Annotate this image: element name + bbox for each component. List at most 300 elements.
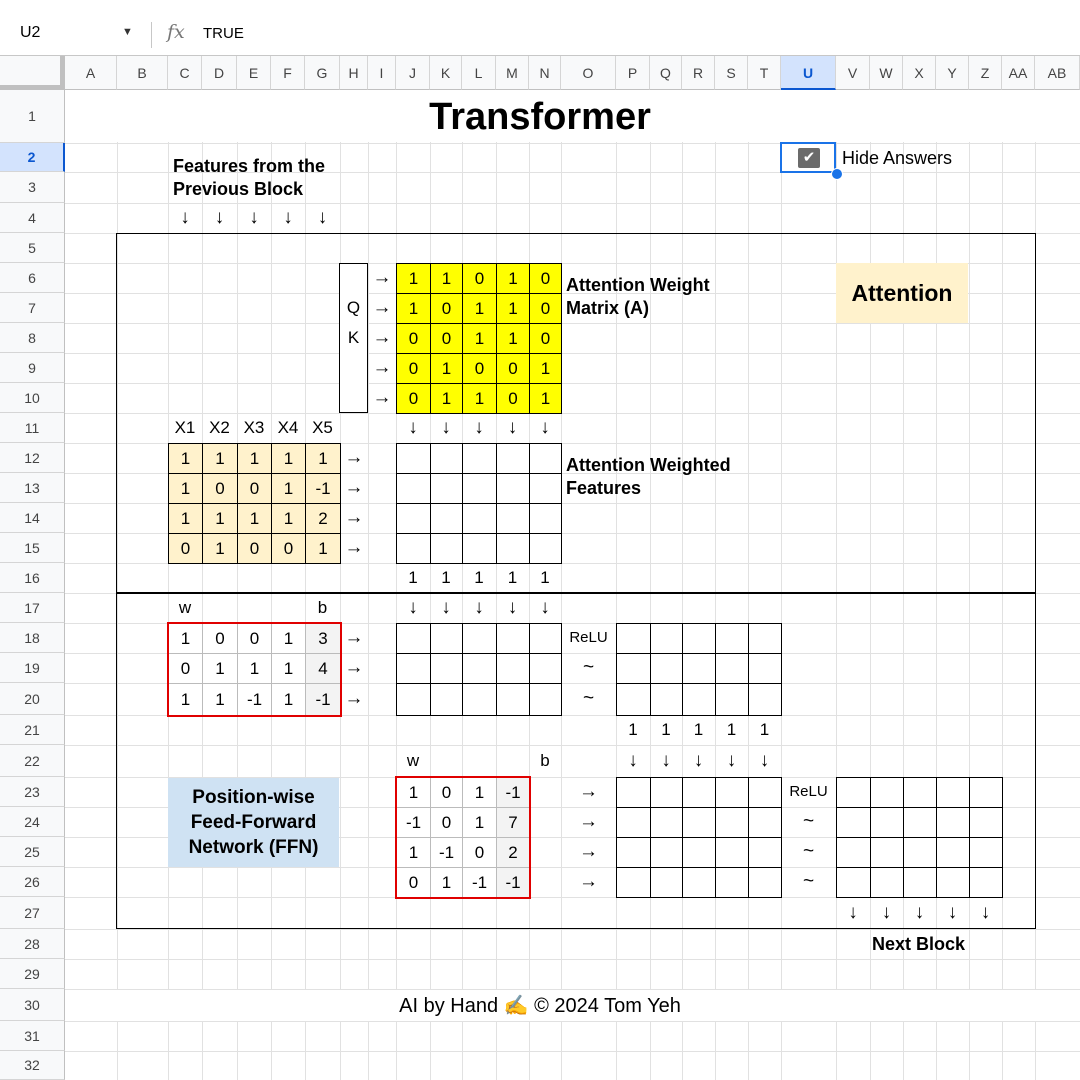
feature-column-header: X2 bbox=[209, 418, 230, 437]
column-header-j[interactable]: J bbox=[396, 56, 430, 90]
attention-weighted-output-cell[interactable] bbox=[529, 473, 562, 504]
column-header-x[interactable]: X bbox=[903, 56, 936, 90]
gridline-horizontal bbox=[65, 1051, 1080, 1052]
relu1-output-cell[interactable] bbox=[650, 683, 683, 716]
row-header-25[interactable]: 25 bbox=[0, 837, 65, 867]
attention-weighted-output-cell[interactable] bbox=[430, 503, 463, 534]
attention-weight-cell[interactable]: 1 bbox=[396, 263, 431, 294]
attention-weighted-output-cell[interactable] bbox=[496, 443, 530, 474]
ones-label: 1 bbox=[628, 720, 638, 739]
column-header-z[interactable]: Z bbox=[969, 56, 1002, 90]
attention-down-arrow: ↓ bbox=[507, 417, 518, 438]
select-all-corner[interactable] bbox=[0, 56, 65, 90]
relu1-output-cell[interactable] bbox=[650, 653, 683, 684]
column-header-ab[interactable]: AB bbox=[1035, 56, 1080, 90]
ffn2-output-cell[interactable] bbox=[616, 777, 651, 808]
ffn1-output-cell[interactable] bbox=[430, 653, 463, 684]
ffn2-weight-cell[interactable]: 1 bbox=[396, 837, 431, 868]
attention-weight-cell[interactable]: 1 bbox=[462, 293, 497, 324]
row-header-27[interactable]: 27 bbox=[0, 897, 65, 929]
feature-cell[interactable]: 1 bbox=[168, 503, 203, 534]
feature-cell[interactable]: 0 bbox=[237, 533, 272, 564]
ffn1-output-cell[interactable] bbox=[462, 623, 497, 654]
column-header-s[interactable]: S bbox=[715, 56, 748, 90]
ffn1-right-arrow: → bbox=[344, 688, 364, 709]
attention-weight-cell[interactable]: 1 bbox=[462, 383, 497, 414]
relu1-output-cell[interactable] bbox=[682, 683, 716, 716]
attention-weighted-output-cell[interactable] bbox=[396, 503, 431, 534]
row-header-10[interactable]: 10 bbox=[0, 383, 65, 413]
feature-cell[interactable]: 1 bbox=[202, 503, 238, 534]
column-header-m[interactable]: M bbox=[496, 56, 529, 90]
column-header-a[interactable]: A bbox=[65, 56, 117, 90]
feature-cell[interactable]: 1 bbox=[271, 473, 306, 504]
row-header-8[interactable]: 8 bbox=[0, 323, 65, 353]
relu2-output-cell[interactable] bbox=[969, 837, 1003, 868]
row-header-22[interactable]: 22 bbox=[0, 745, 65, 777]
column-header-c[interactable]: C bbox=[168, 56, 202, 90]
attention-weighted-output-cell[interactable] bbox=[496, 473, 530, 504]
column-header-v[interactable]: V bbox=[836, 56, 870, 90]
attention-weight-cell[interactable]: 1 bbox=[396, 293, 431, 324]
ffn2-down-arrow: ↓ bbox=[693, 750, 704, 771]
name-box[interactable]: U2 bbox=[20, 24, 41, 41]
row-header-20[interactable]: 20 bbox=[0, 683, 65, 715]
attention-down-arrow: ↓ bbox=[408, 417, 418, 438]
column-header-k[interactable]: K bbox=[430, 56, 462, 90]
feature-cell[interactable]: 1 bbox=[202, 533, 238, 564]
attention-weight-cell[interactable]: 1 bbox=[430, 263, 463, 294]
attention-weighted-output-cell[interactable] bbox=[462, 503, 497, 534]
attention-weight-cell[interactable]: 0 bbox=[496, 353, 530, 384]
ones-label: 1 bbox=[726, 720, 737, 739]
ffn1-output-cell[interactable] bbox=[462, 653, 497, 684]
selection-fill-handle[interactable] bbox=[831, 168, 843, 180]
ffn1-output-cell[interactable] bbox=[396, 623, 431, 654]
attention-weight-cell[interactable]: 0 bbox=[529, 293, 562, 324]
attention-weight-cell[interactable]: 0 bbox=[529, 263, 562, 294]
ffn2-weight-cell[interactable]: 0 bbox=[430, 807, 463, 838]
column-header-b[interactable]: B bbox=[117, 56, 168, 90]
bias-one-label: 1 bbox=[474, 568, 484, 587]
bias-one-label: 1 bbox=[441, 568, 451, 587]
row-header-15[interactable]: 15 bbox=[0, 533, 65, 563]
relu1-output-cell[interactable] bbox=[748, 653, 782, 684]
relu-label: ~ bbox=[582, 657, 595, 678]
column-header-f[interactable]: F bbox=[271, 56, 305, 90]
attention-weighted-output-cell[interactable] bbox=[462, 473, 497, 504]
row-header-13[interactable]: 13 bbox=[0, 473, 65, 503]
gridline-horizontal bbox=[65, 959, 1080, 960]
ffn1-output-cell[interactable] bbox=[396, 653, 431, 684]
ffn1-output-cell[interactable] bbox=[529, 683, 562, 716]
ffn2-weight-cell[interactable]: 1 bbox=[462, 807, 497, 838]
ffn1-weight-cell[interactable]: 3 bbox=[305, 623, 341, 654]
ffn1-weight-cell[interactable]: 1 bbox=[202, 683, 238, 716]
ffn2-down-arrow: ↓ bbox=[726, 750, 737, 771]
relu1-output-cell[interactable] bbox=[682, 653, 716, 684]
feature-cell[interactable]: 1 bbox=[237, 443, 272, 474]
feature-cell[interactable]: 0 bbox=[202, 473, 238, 504]
row-header-19[interactable]: 19 bbox=[0, 653, 65, 683]
relu1-output-cell[interactable] bbox=[715, 653, 749, 684]
row-header-26[interactable]: 26 bbox=[0, 867, 65, 897]
row-header-17[interactable]: 17 bbox=[0, 593, 65, 623]
qk-right-arrow: → bbox=[372, 357, 392, 378]
attention-weight-cell[interactable]: 0 bbox=[396, 323, 431, 354]
feature-down-arrow: ↓ bbox=[214, 207, 225, 228]
attention-weight-cell[interactable]: 0 bbox=[496, 383, 530, 414]
ffn1-output-cell[interactable] bbox=[496, 623, 530, 654]
relu2-output-cell[interactable] bbox=[870, 867, 904, 898]
attention-weighted-output-cell[interactable] bbox=[529, 443, 562, 474]
relu2-output-cell[interactable] bbox=[903, 807, 937, 838]
feature-down-arrow: ↓ bbox=[180, 207, 190, 228]
hide-answers-label: Hide Answers bbox=[842, 148, 953, 168]
feature-cell[interactable]: 1 bbox=[271, 503, 306, 534]
attention-weighted-output-cell[interactable] bbox=[529, 503, 562, 534]
ffn2-output-cell[interactable] bbox=[715, 807, 749, 838]
gridline-horizontal bbox=[65, 143, 1080, 144]
gridline-horizontal bbox=[65, 1021, 1080, 1022]
ffn2-weight-cell[interactable]: 0 bbox=[430, 777, 463, 808]
relu1-output-cell[interactable] bbox=[650, 623, 683, 654]
attention-weight-cell[interactable]: 0 bbox=[396, 353, 431, 384]
attention-weighted-output-cell[interactable] bbox=[396, 533, 431, 564]
attention-down-arrow: ↓ bbox=[474, 417, 484, 438]
hide-answers-checkbox-cell[interactable] bbox=[780, 142, 836, 173]
attention-weight-cell[interactable]: 1 bbox=[430, 383, 463, 414]
ffn2-output-cell[interactable] bbox=[650, 807, 683, 838]
ffn2-weight-cell[interactable]: -1 bbox=[496, 777, 530, 808]
ffn2-output-cell[interactable] bbox=[715, 777, 749, 808]
row-header-30[interactable]: 30 bbox=[0, 989, 65, 1021]
relu-label: ~ bbox=[802, 871, 815, 892]
row-header-6[interactable]: 6 bbox=[0, 263, 65, 293]
ffn1-output-cell[interactable] bbox=[462, 683, 497, 716]
ffn2-down-arrow: ↓ bbox=[759, 750, 770, 771]
row-header-11[interactable]: 11 bbox=[0, 413, 65, 443]
attention-weight-cell[interactable]: 0 bbox=[462, 353, 497, 384]
column-header-w[interactable]: W bbox=[870, 56, 903, 90]
column-header-i[interactable]: I bbox=[368, 56, 396, 90]
row-header-14[interactable]: 14 bbox=[0, 503, 65, 533]
formula-bar bbox=[0, 0, 1080, 56]
ffn1-weight-cell[interactable]: 0 bbox=[168, 653, 203, 684]
relu2-output-cell[interactable] bbox=[969, 807, 1003, 838]
relu1-output-cell[interactable] bbox=[616, 653, 651, 684]
attention-weight-cell[interactable]: 1 bbox=[496, 293, 530, 324]
relu2-output-cell[interactable] bbox=[870, 777, 904, 808]
column-header-y[interactable]: Y bbox=[936, 56, 969, 90]
attention-down-arrow: ↓ bbox=[441, 417, 451, 438]
weight-w-label: w bbox=[406, 751, 420, 770]
attention-weight-cell[interactable]: 0 bbox=[430, 293, 463, 324]
column-header-d[interactable]: D bbox=[202, 56, 237, 90]
feature-cell[interactable]: 0 bbox=[237, 473, 272, 504]
ffn2-weight-cell[interactable]: 1 bbox=[430, 867, 463, 898]
relu-label: ~ bbox=[582, 688, 595, 709]
feature-right-arrow: → bbox=[344, 537, 364, 558]
column-header-u[interactable]: U bbox=[781, 56, 836, 90]
relu-label: ~ bbox=[802, 841, 815, 862]
bias-b-label: b bbox=[540, 751, 550, 770]
relu1-output-cell[interactable] bbox=[715, 683, 749, 716]
ffn-down-arrow: ↓ bbox=[540, 597, 550, 618]
relu2-output-cell[interactable] bbox=[969, 777, 1003, 808]
ffn-down-arrow: ↓ bbox=[441, 597, 451, 618]
row-header-29[interactable]: 29 bbox=[0, 959, 65, 989]
feature-cell[interactable]: 1 bbox=[202, 443, 238, 474]
column-header-g[interactable]: G bbox=[305, 56, 340, 90]
row-header-5[interactable]: 5 bbox=[0, 233, 65, 263]
attention-weight-cell[interactable]: 1 bbox=[529, 353, 562, 384]
attention-weighted-output-cell[interactable] bbox=[396, 473, 431, 504]
ffn2-weight-cell[interactable]: 0 bbox=[462, 837, 497, 868]
ffn2-output-cell[interactable] bbox=[650, 867, 683, 898]
relu2-output-cell[interactable] bbox=[936, 837, 970, 868]
attention-weighted-output-cell[interactable] bbox=[462, 533, 497, 564]
column-header-l[interactable]: L bbox=[462, 56, 496, 90]
weight-w-label: w bbox=[178, 598, 192, 617]
relu1-output-cell[interactable] bbox=[616, 683, 651, 716]
ones-label: 1 bbox=[661, 720, 671, 739]
attention-badge: Attention bbox=[836, 263, 968, 323]
feature-column-header: X1 bbox=[174, 418, 196, 437]
relu1-output-cell[interactable] bbox=[748, 683, 782, 716]
attention-weight-cell[interactable]: 1 bbox=[496, 323, 530, 354]
next-block-arrow: ↓ bbox=[848, 902, 858, 923]
ffn1-weight-cell[interactable]: 4 bbox=[305, 653, 341, 684]
row-header-1[interactable]: 1 bbox=[0, 90, 65, 143]
ffn1-right-arrow: → bbox=[344, 657, 364, 678]
row-header-7[interactable]: 7 bbox=[0, 293, 65, 323]
qk-right-arrow: → bbox=[372, 267, 392, 288]
attention-weight-cell[interactable]: 0 bbox=[430, 323, 463, 354]
feature-cell[interactable]: 1 bbox=[305, 443, 341, 474]
ffn-down-arrow: ↓ bbox=[507, 597, 518, 618]
row-header-9[interactable]: 9 bbox=[0, 353, 65, 383]
feature-cell[interactable]: 0 bbox=[168, 533, 203, 564]
feature-column-header: X4 bbox=[277, 418, 299, 437]
ffn2-weight-box bbox=[395, 776, 531, 899]
attention-weight-cell[interactable]: 0 bbox=[462, 263, 497, 294]
relu2-output-cell[interactable] bbox=[936, 777, 970, 808]
attention-weighted-output-cell[interactable] bbox=[396, 443, 431, 474]
feature-cell[interactable]: 1 bbox=[237, 503, 272, 534]
ffn1-weight-box bbox=[167, 622, 342, 717]
column-header-n[interactable]: N bbox=[529, 56, 561, 90]
ffn1-weight-cell[interactable]: 1 bbox=[271, 623, 306, 654]
relu2-output-cell[interactable] bbox=[870, 807, 904, 838]
row-header-12[interactable]: 12 bbox=[0, 443, 65, 473]
bias-one-label: 1 bbox=[408, 568, 418, 587]
feature-cell[interactable]: 1 bbox=[271, 443, 306, 474]
ffn1-output-cell[interactable] bbox=[529, 623, 562, 654]
relu1-output-cell[interactable] bbox=[748, 623, 782, 654]
feature-cell[interactable]: 1 bbox=[168, 473, 203, 504]
relu2-output-cell[interactable] bbox=[836, 837, 871, 868]
ffn1-output-cell[interactable] bbox=[430, 623, 463, 654]
relu-label: ~ bbox=[802, 811, 815, 832]
attention-weighted-output-cell[interactable] bbox=[430, 443, 463, 474]
ffn2-output-cell[interactable] bbox=[682, 837, 716, 868]
checkbox-checked-icon[interactable]: ✔ bbox=[798, 148, 820, 168]
ffn1-weight-cell[interactable]: -1 bbox=[237, 683, 272, 716]
ffn1-weight-cell[interactable]: 1 bbox=[237, 653, 272, 684]
ffn2-weight-cell[interactable]: 1 bbox=[462, 777, 497, 808]
attention-weighted-features-label: Attention Weighted Features bbox=[566, 455, 731, 498]
attention-weight-cell[interactable]: 1 bbox=[462, 323, 497, 354]
column-header-r[interactable]: R bbox=[682, 56, 715, 90]
feature-cell[interactable]: 2 bbox=[305, 503, 341, 534]
ffn1-output-cell[interactable] bbox=[396, 683, 431, 716]
ffn2-output-cell[interactable] bbox=[682, 777, 716, 808]
ffn-down-arrow: ↓ bbox=[474, 597, 484, 618]
ffn2-output-cell[interactable] bbox=[616, 807, 651, 838]
ffn-badge: Position-wise Feed-Forward Network (FFN) bbox=[168, 778, 339, 867]
column-header-o[interactable]: O bbox=[561, 56, 616, 90]
row-header-3[interactable]: 3 bbox=[0, 172, 65, 203]
ffn1-weight-cell[interactable]: 1 bbox=[202, 653, 238, 684]
ffn1-weight-cell[interactable]: 1 bbox=[168, 623, 203, 654]
relu1-output-cell[interactable] bbox=[682, 623, 716, 654]
row-header-4[interactable]: 4 bbox=[0, 203, 65, 233]
column-header-e[interactable]: E bbox=[237, 56, 271, 90]
ffn1-output-cell[interactable] bbox=[496, 683, 530, 716]
attention-weighted-output-cell[interactable] bbox=[496, 533, 530, 564]
attention-weighted-output-cell[interactable] bbox=[529, 533, 562, 564]
ffn2-output-cell[interactable] bbox=[682, 867, 716, 898]
ffn2-output-cell[interactable] bbox=[616, 837, 651, 868]
ffn2-weight-cell[interactable]: 0 bbox=[396, 867, 431, 898]
ffn1-weight-cell[interactable]: 0 bbox=[202, 623, 238, 654]
sheet-title: Transformer bbox=[429, 96, 651, 138]
relu2-output-cell[interactable] bbox=[903, 867, 937, 898]
feature-cell[interactable]: 0 bbox=[271, 533, 306, 564]
ffn2-output-cell[interactable] bbox=[616, 867, 651, 898]
row-header-18[interactable]: 18 bbox=[0, 623, 65, 653]
attention-weight-label: Attention Weight Matrix (A) bbox=[566, 275, 710, 318]
column-header-aa[interactable]: AA bbox=[1002, 56, 1035, 90]
feature-right-arrow: → bbox=[344, 477, 364, 498]
ffn2-weight-cell[interactable]: -1 bbox=[462, 867, 497, 898]
attention-weight-cell[interactable]: 0 bbox=[396, 383, 431, 414]
ffn1-weight-cell[interactable]: 1 bbox=[271, 683, 306, 716]
next-block-arrow: ↓ bbox=[980, 902, 991, 923]
ffn2-weight-cell[interactable]: 7 bbox=[496, 807, 530, 838]
row-header-16[interactable]: 16 bbox=[0, 563, 65, 593]
relu2-output-cell[interactable] bbox=[903, 837, 937, 868]
column-header-h[interactable]: H bbox=[340, 56, 368, 90]
row-header-2[interactable]: 2 bbox=[0, 143, 65, 172]
ffn1-weight-cell[interactable]: -1 bbox=[305, 683, 341, 716]
attention-weighted-output-cell[interactable] bbox=[430, 473, 463, 504]
attention-weight-cell[interactable]: 0 bbox=[529, 323, 562, 354]
ffn1-output-cell[interactable] bbox=[529, 653, 562, 684]
ffn2-weight-cell[interactable]: 2 bbox=[496, 837, 530, 868]
feature-cell[interactable]: -1 bbox=[305, 473, 341, 504]
relu2-output-cell[interactable] bbox=[936, 807, 970, 838]
ffn2-output-cell[interactable] bbox=[748, 867, 782, 898]
ffn1-weight-cell[interactable]: 0 bbox=[237, 623, 272, 654]
row-header-21[interactable]: 21 bbox=[0, 715, 65, 745]
relu2-output-cell[interactable] bbox=[870, 837, 904, 868]
ones-label: 1 bbox=[759, 720, 770, 739]
relu2-output-cell[interactable] bbox=[936, 867, 970, 898]
ffn2-output-cell[interactable] bbox=[748, 777, 782, 808]
formula-input[interactable]: TRUE bbox=[203, 25, 244, 42]
ffn1-weight-cell[interactable]: 1 bbox=[271, 653, 306, 684]
column-header-p[interactable]: P bbox=[616, 56, 650, 90]
feature-cell[interactable]: 1 bbox=[168, 443, 203, 474]
row-header-28[interactable]: 28 bbox=[0, 929, 65, 959]
feature-column-header: X3 bbox=[243, 418, 265, 437]
ffn2-down-arrow: ↓ bbox=[628, 750, 638, 771]
attention-weighted-output-cell[interactable] bbox=[496, 503, 530, 534]
attention-weight-cell[interactable]: 1 bbox=[529, 383, 562, 414]
column-header-t[interactable]: T bbox=[748, 56, 781, 90]
ffn2-weight-cell[interactable]: -1 bbox=[496, 867, 530, 898]
formula-bar-divider bbox=[151, 22, 152, 48]
relu1-output-cell[interactable] bbox=[616, 623, 651, 654]
ffn1-weight-cell[interactable]: 1 bbox=[168, 683, 203, 716]
row-header-32[interactable]: 32 bbox=[0, 1051, 65, 1080]
column-header-q[interactable]: Q bbox=[650, 56, 682, 90]
row-header-31[interactable]: 31 bbox=[0, 1021, 65, 1051]
relu2-output-cell[interactable] bbox=[836, 777, 871, 808]
relu2-output-cell[interactable] bbox=[836, 867, 871, 898]
ffn-down-arrow: ↓ bbox=[408, 597, 418, 618]
qk-right-arrow: → bbox=[372, 327, 392, 348]
ffn2-output-cell[interactable] bbox=[748, 807, 782, 838]
gridline-horizontal bbox=[65, 929, 1080, 930]
attention-weight-cell[interactable]: 1 bbox=[496, 263, 530, 294]
ffn2-down-arrow: ↓ bbox=[661, 750, 671, 771]
ffn2-output-cell[interactable] bbox=[715, 837, 749, 868]
attention-weighted-output-cell[interactable] bbox=[430, 533, 463, 564]
relu1-output-cell[interactable] bbox=[715, 623, 749, 654]
qk-right-arrow: → bbox=[372, 297, 392, 318]
relu-label: ReLU bbox=[569, 629, 608, 646]
ffn2-output-cell[interactable] bbox=[650, 777, 683, 808]
row-header-24[interactable]: 24 bbox=[0, 807, 65, 837]
feature-cell[interactable]: 1 bbox=[305, 533, 341, 564]
bias-b-label: b bbox=[317, 598, 328, 617]
row-header-23[interactable]: 23 bbox=[0, 777, 65, 807]
ffn2-output-cell[interactable] bbox=[682, 807, 716, 838]
ffn2-right-arrow: → bbox=[579, 781, 598, 802]
attention-weight-cell[interactable]: 1 bbox=[430, 353, 463, 384]
qk-right-arrow: → bbox=[372, 387, 392, 408]
attention-weighted-output-cell[interactable] bbox=[462, 443, 497, 474]
ffn2-weight-cell[interactable]: 1 bbox=[396, 777, 431, 808]
ffn1-output-cell[interactable] bbox=[496, 653, 530, 684]
name-box-dropdown-icon[interactable]: ▼ bbox=[122, 26, 133, 38]
feature-down-arrow: ↓ bbox=[249, 207, 259, 228]
next-block-arrow: ↓ bbox=[881, 902, 892, 923]
ffn2-weight-cell[interactable]: -1 bbox=[430, 837, 463, 868]
ffn1-output-cell[interactable] bbox=[430, 683, 463, 716]
ffn2-output-cell[interactable] bbox=[715, 867, 749, 898]
ffn2-weight-cell[interactable]: -1 bbox=[396, 807, 431, 838]
relu2-output-cell[interactable] bbox=[969, 867, 1003, 898]
attention-down-arrow: ↓ bbox=[540, 417, 550, 438]
ffn2-output-cell[interactable] bbox=[650, 837, 683, 868]
relu2-output-cell[interactable] bbox=[903, 777, 937, 808]
ffn2-output-cell[interactable] bbox=[748, 837, 782, 868]
relu2-output-cell[interactable] bbox=[836, 807, 871, 838]
